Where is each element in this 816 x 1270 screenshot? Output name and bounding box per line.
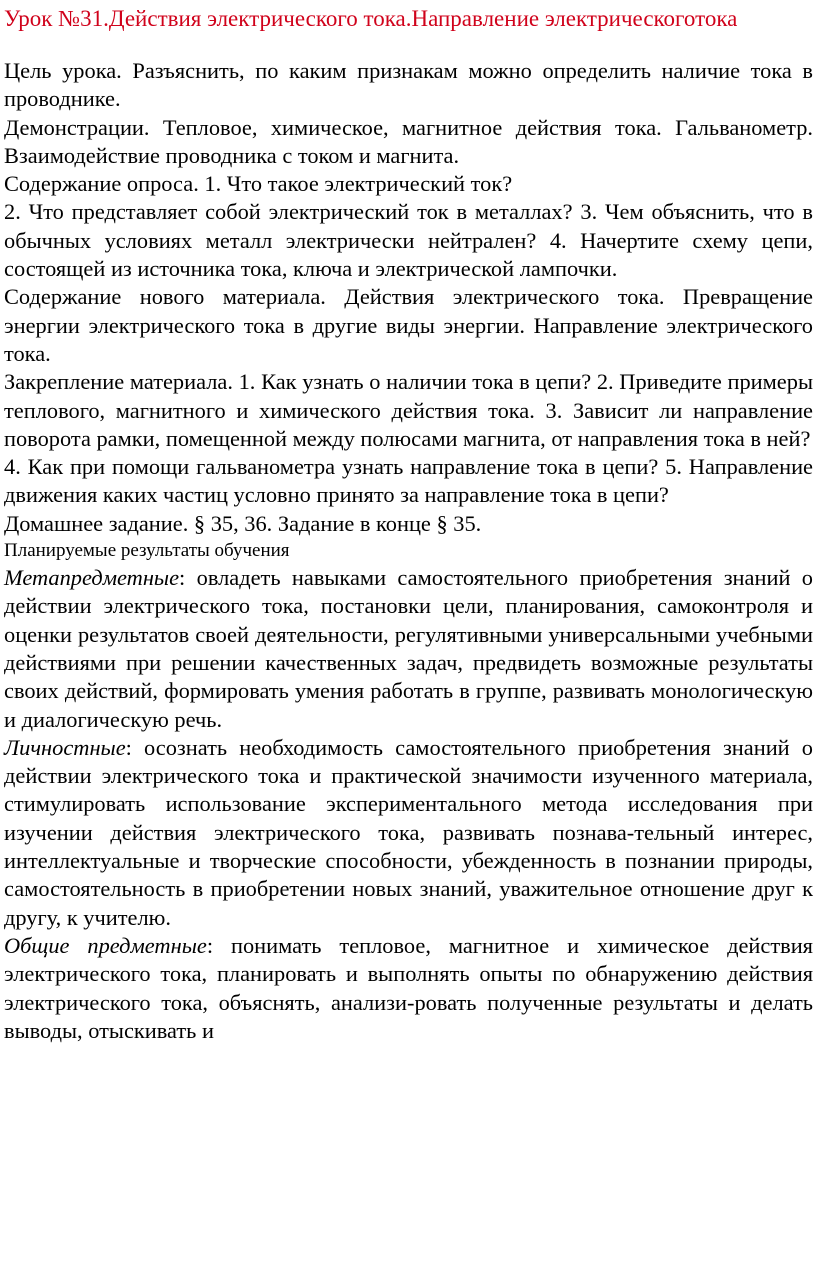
metasubject-text: : овладеть навыками самостоятельного приобретения знаний о действии электрического тока, постановки цели, планирования, самоконтроля и оценки результатов своей деятельности, регулятивными универсальными учебными действиями при решении качественных задач, предвидеть возможные результаты своих действий, формировать умения работать в группе, развивать монологическую и диалогическую речь. [4,565,813,732]
metasubject-label: Метапредметные [4,565,180,591]
general-subject-label: Общие предметные [4,932,207,958]
personal-label: Личностные [4,734,126,760]
survey-paragraph: Содержание опроса. 1. Что такое электрический ток? [4,171,513,197]
survey-continued-paragraph: 2. Что представляет собой электрический ток в металлах? 3. Чем объяснить, что в обычных условиях металл электрически нейтрален? 4. Начертите схему цепи, состоящей из источника тока, ключа и электрической лампочки. [4,199,813,282]
lesson-goal-paragraph: Цель урока. Разъяснить, по каким признакам можно определить наличие тока в проводнике. [4,58,813,112]
personal-paragraph [4,734,813,932]
reinforcement-paragraph: Закрепление материала. 1. Как узнать о наличии тока в цепи? 2. Приведите примеры теплового, магнитного и химического действия тока. 3. Зависит ли направление поворота рамки, помещенной между полюсами магнита, от направления тока в ней? [4,369,813,451]
personal-text: : осознать необходимость самостоятельного приобретения знаний о действии электрического тока и практической значимости изученного материала, стимулировать использование экспериментального метода исследования при изучении действия электрического тока, развивать познава-тельный интерес, интеллектуальные и творческие способности, убежденность в познании природы, самостоятельность в приобретении новых знаний, уважительное отношение друг к другу, к учителю. [4,734,813,930]
general-subject-text: : понимать тепловое, магнитное и химическое действия электрического тока, планировать и выполнять опыты по обнаружению действия электрического тока, объяснять, анализи-ровать полученные результаты и делать выводы, отыскивать и [4,932,813,1043]
homework-paragraph: Домашнее задание. § 35, 36. Задание в конце § 35. [4,510,482,536]
demonstrations-paragraph: Демонстрации. Тепловое, химическое, магнитное действия тока. Гальванометр. Взаимодействие проводника с током и магнита. [4,114,813,168]
metasubject-paragraph [4,564,813,734]
new-material-paragraph: Содержание нового материала. Действия электрического тока. Превращение энергии электрического тока в другие виды энергии. Направление электрического тока. [4,284,813,366]
reinforcement-continued-paragraph: 4. Как при помощи гальванометра узнать направление тока в цепи? 5. Направление движения каких частиц условно принято за направление тока в цепи? [4,454,813,508]
planned-results-heading: Планируемые результаты обучения [4,540,290,562]
lesson-title: Урок №31.Действия электрического тока.Направление электрическоготока [4,6,738,31]
general-subject-paragraph [4,932,813,1045]
document-page [0,4,816,1270]
